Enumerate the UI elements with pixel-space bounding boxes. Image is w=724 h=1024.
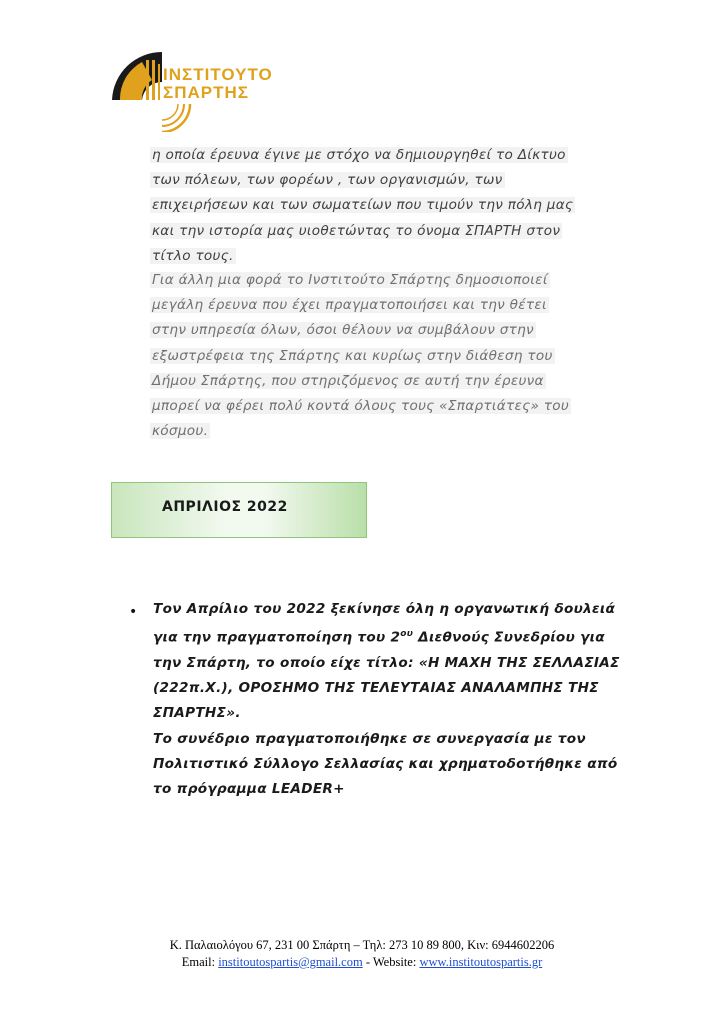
- superscript: ου: [400, 629, 414, 640]
- paragraph-line: των πόλεων, των φορέων , των οργανισμών, των: [152, 172, 503, 189]
- paragraph-line: εξωστρέφεια της Σπάρτης και κυρίως στην διάθεση του: [152, 347, 553, 364]
- logo-line-2: ΣΠΑΡΤΗΣ: [163, 83, 249, 102]
- logo-wordmark: [163, 66, 273, 102]
- logo-line-1: ΙΝΣΤΙΤΟΥΤΟ: [163, 65, 273, 84]
- paragraph-line: και την ιστορία μας υιοθετώντας το όνομα ΣΠΑΡΤΗ στον: [152, 222, 561, 239]
- paragraph-line: [153, 622, 623, 651]
- website-link[interactable]: www.institoutospartis.gr: [419, 955, 543, 969]
- paragraph-line: το πρόγραμμα LEADER+: [153, 780, 345, 797]
- paragraph-1: [150, 143, 610, 269]
- paragraph-3: [153, 597, 623, 802]
- paragraph-line: κόσμου.: [152, 423, 209, 440]
- paragraph-line: ΣΠΑΡΤΗΣ».: [153, 705, 241, 722]
- paragraph-line: μπορεί να φέρει πολύ κοντά όλους τους «Σπαρτιάτες» του: [152, 398, 570, 415]
- email-label: Email:: [181, 955, 219, 969]
- paragraph-line: την Σπάρτη, το οποίο είχε τίτλο: «Η ΜΑΧΗ ΤΗΣ ΣΕΛΛΑΣΙΑΣ: [153, 654, 620, 671]
- email-link[interactable]: institoutospartis@gmail.com: [218, 955, 363, 969]
- paragraph-line: μεγάλη έρευνα που έχει πραγματοποιήσει και την θέτει: [152, 297, 547, 314]
- paragraph-line: Το συνέδριο πραγματοποιήθηκε σε συνεργασία με τον: [153, 730, 586, 747]
- paragraph-line: Πολιτιστικό Σύλλογο Σελλασίας και χρηματοδοτήθηκε από: [153, 755, 618, 772]
- paragraph-2: [150, 268, 610, 444]
- paragraph-line: Δήμου Σπάρτης, που στηριζόμενος σε αυτή την έρευνα: [152, 372, 544, 389]
- paragraph-line: (222π.Χ.), ΟΡΟΣΗΜΟ ΤΗΣ ΤΕΛΕΥΤΑΙΑΣ ΑΝΑΛΑΜΠΗΣ ΤΗΣ: [153, 680, 599, 697]
- month-heading-box: [111, 482, 367, 538]
- text-segment: Διεθνούς Συνεδρίου για: [413, 629, 605, 646]
- paragraph-line: τίτλο τους.: [152, 247, 234, 264]
- website-separator: - Website:: [362, 955, 420, 969]
- bullet-icon: •: [129, 604, 138, 620]
- paragraph-line: στην υπηρεσία όλων, όσοι θέλουν να συμβάλουν στην: [152, 322, 534, 339]
- text-segment: για την πραγματοποίηση του 2: [153, 629, 401, 646]
- paragraph-line: Για άλλη μια φορά το Ινστιτούτο Σπάρτης δημοσιοποιεί: [152, 272, 548, 288]
- footer-contact: [0, 955, 724, 970]
- paragraph-line: Τον Απρίλιο του 2022 ξεκίνησε όλη η οργανωτική δουλειά: [153, 601, 616, 617]
- month-heading: ΑΠΡΙΛΙΟΣ 2022: [162, 499, 288, 515]
- paragraph-line: η οποία έρευνα έγινε με στόχο να δημιουργηθεί το Δίκτυο: [152, 147, 566, 163]
- paragraph-line: επιχειρήσεων και των σωματείων που τιμούν την πόλη μας: [152, 197, 574, 214]
- footer-address: Κ. Παλαιολόγου 67, 231 00 Σπάρτη – Τηλ: 273 10 89 800, Κιν: 6944602206: [169, 938, 555, 952]
